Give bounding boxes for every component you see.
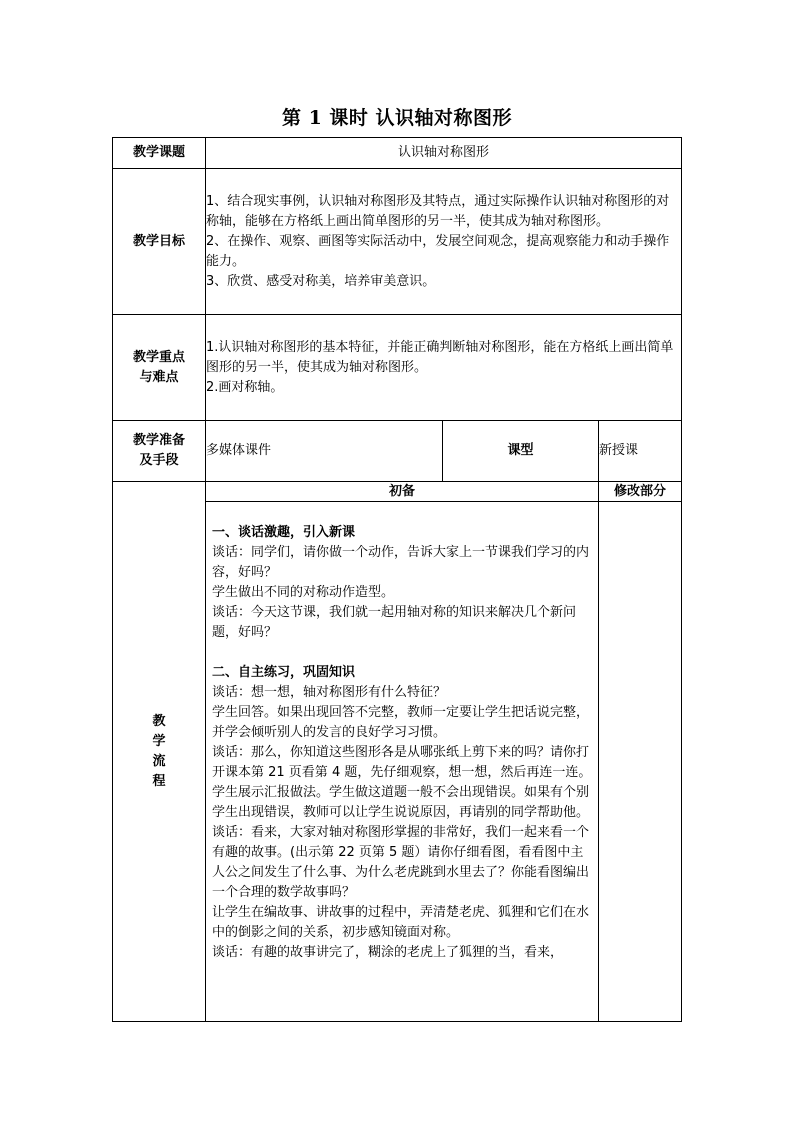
- prep-label: [113, 421, 206, 482]
- flow-line: 学生做出不同的对称动作造型。: [212, 585, 395, 600]
- lesson-type-value: 新授课: [599, 421, 682, 482]
- focus-item: 2.画对称轴。: [206, 379, 284, 395]
- revise-content: [599, 502, 682, 1022]
- prep-value: 多媒体课件: [206, 421, 443, 482]
- flow-label-char: 流: [152, 753, 166, 769]
- topic-row: [113, 138, 682, 169]
- flow-header-row: [113, 482, 682, 502]
- topic-value: 认识轴对称图形: [206, 138, 682, 169]
- flow-label: [113, 482, 206, 1022]
- goals-content: [206, 169, 682, 315]
- flow-label-char: 程: [152, 773, 166, 789]
- flow-line: 谈话：想一想，轴对称图形有什么特征？: [212, 685, 447, 700]
- flow-line: 谈话：那么，你知道这些图形各是从哪张纸上剪下来的吗？请你打开课本第 21 页看第 4 题，先仔细观察，想一想，然后再连一连。: [212, 745, 592, 780]
- focus-label-line2: 与难点: [139, 369, 179, 385]
- section-heading: 二、自主练习，巩固知识: [212, 665, 356, 680]
- flow-label-char: 教: [152, 713, 166, 729]
- draft-column-header: 初备: [206, 482, 599, 502]
- goal-item: 3、欣赏、感受对称美，培养审美意识。: [206, 273, 436, 289]
- prep-row: [113, 421, 682, 482]
- focus-content: [206, 315, 682, 421]
- focus-row: [113, 315, 682, 421]
- prep-label-line1: 教学准备: [132, 433, 185, 448]
- lesson-plan-table: [112, 137, 682, 1022]
- revise-column-header: 修改部分: [599, 482, 682, 502]
- flow-line: 谈话：有趣的故事讲完了，糊涂的老虎上了狐狸的当，看来，: [212, 945, 564, 960]
- page-title: 第 1 课时 认识轴对称图形: [281, 107, 513, 129]
- flow-line: 谈话：看来，大家对轴对称图形掌握的非常好，我们一起来看一个有趣的故事。(出示第 22 页第 5 题）请你仔细看图，看看图中主人公之间发生了什么事、为什么老虎跳到水里去了？你能看图编出一个合理的数学故事吗？: [212, 825, 590, 900]
- lesson-type-label: 课型: [443, 421, 599, 482]
- focus-label: [113, 315, 206, 421]
- focus-item: 1.认识轴对称图形的基本特征，并能正确判断轴对称图形，能在方格纸上画出简单图形的另一半，使其成为轴对称图形。: [206, 339, 674, 375]
- draft-content: [206, 502, 599, 1022]
- goal-item: 2、在操作、观察、画图等实际活动中，发展空间观念，提高观察能力和动手操作能力。: [206, 233, 670, 269]
- flow-line: 学生回答。如果出现回答不完整，教师一定要让学生把话说完整，并学会倾听别人的发言的良好学习习惯。: [212, 705, 590, 740]
- flow-line: 谈话：今天这节课，我们就一起用轴对称的知识来解决几个新问题，好吗？: [212, 605, 577, 640]
- goal-item: 1、结合现实事例，认识轴对称图形及其特点，通过实际操作认识轴对称图形的对称轴，能够在方格纸上画出简单图形的另一半，使其成为轴对称图形。: [206, 193, 670, 229]
- flow-line: 学生展示汇报做法。学生做这道题一般不会出现错误。如果有个别学生出现错误，教师可以让学生说说原因，再请别的同学帮助他。: [212, 785, 590, 820]
- prep-label-line2: 及手段: [139, 453, 179, 468]
- flow-line: 谈话：同学们，请你做一个动作，告诉大家上一节课我们学习的内容，好吗？: [212, 545, 590, 580]
- flow-line: 让学生在编故事、讲故事的过程中，弄清楚老虎、狐狸和它们在水中的倒影之间的关系，初步感知镜面对称。: [212, 905, 590, 940]
- flow-label-char: 学: [152, 733, 166, 749]
- focus-label-line1: 教学重点: [132, 349, 185, 365]
- goals-label: 教学目标: [113, 169, 206, 315]
- goals-row: [113, 169, 682, 315]
- topic-label: 教学课题: [113, 138, 206, 169]
- section-heading: 一、谈话激趣，引入新课: [212, 525, 356, 540]
